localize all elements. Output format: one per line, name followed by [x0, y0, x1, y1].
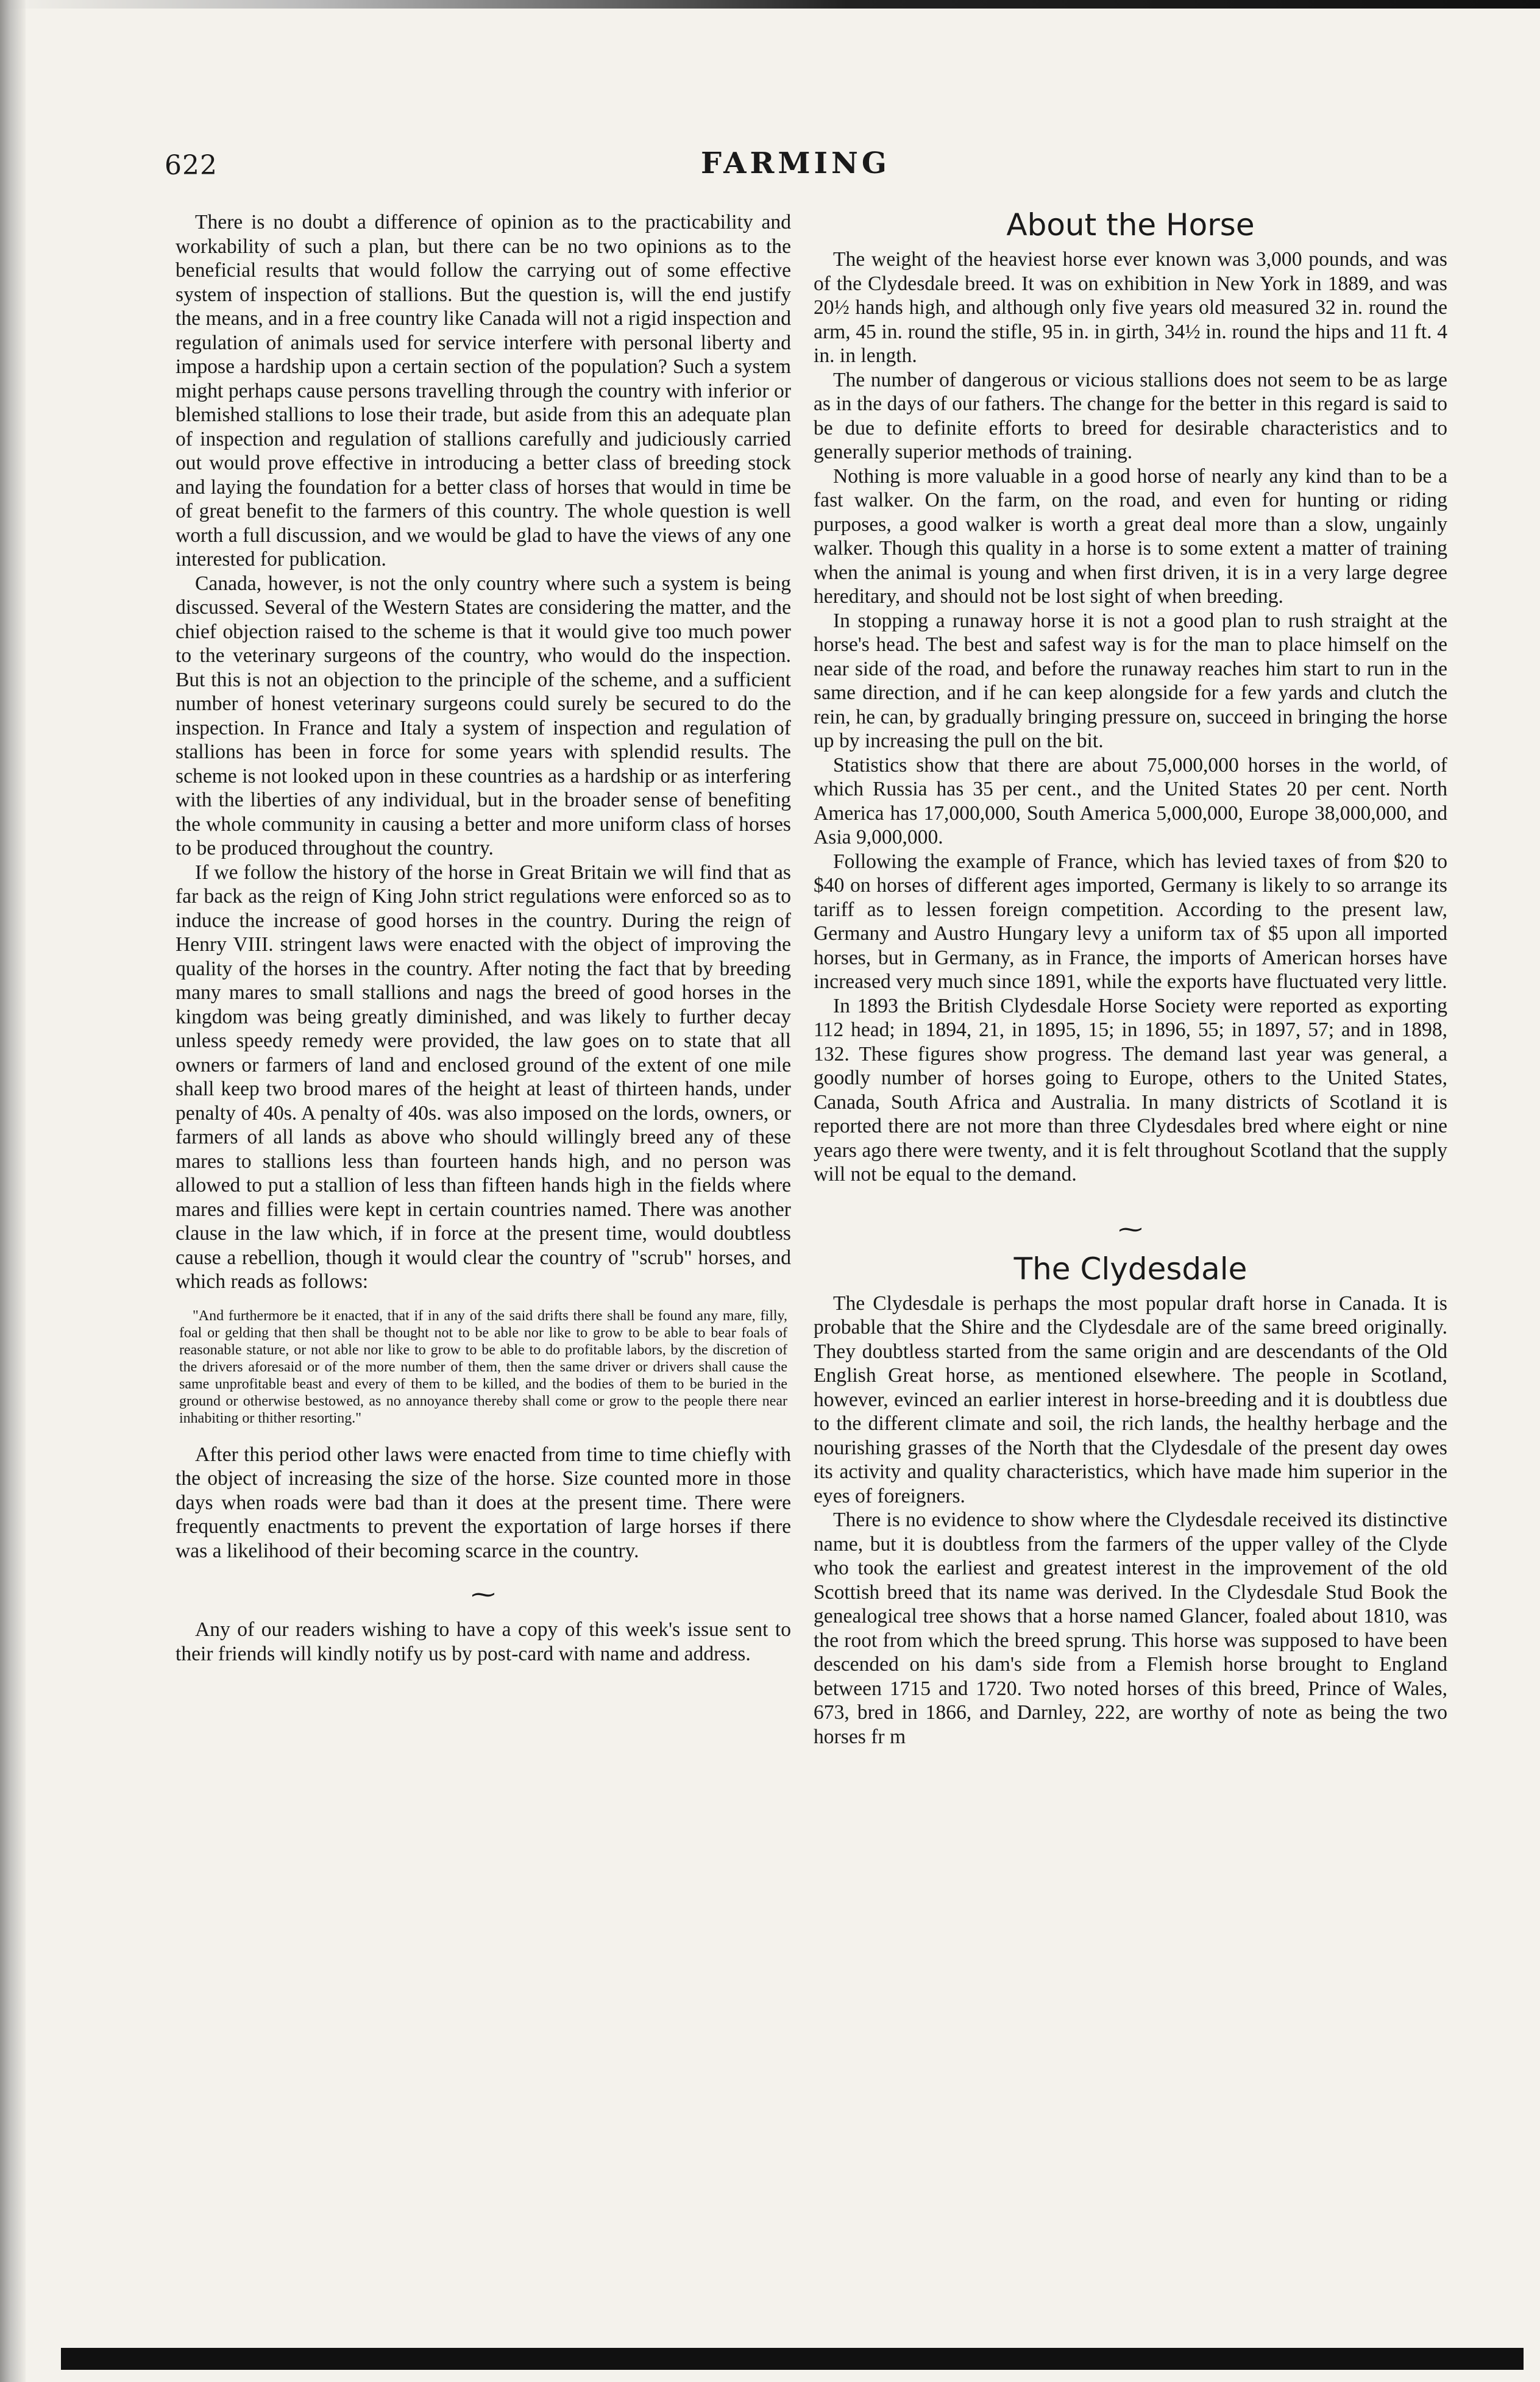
reader-notice: Any of our readers wishing to have a copy of this week's issue sent to their friends will kindly notify us by post-card with name and address. — [176, 1618, 791, 1665]
page-number: 622 — [165, 150, 218, 181]
paragraph: If we follow the history of the horse in Great Britain we will find that as far back as the reign of King John strict regulations were enforced so as to induce the increase of good horses in the country. During the reign of Henry VIII. stringent laws were enacted with the object of improving the quality of the horses in the country. After noting the fact that by breeding many mares to small stallions and nags the breed of good horses in the kingdom was being greatly diminished, and was likely to further decay unless speedy remedy were provided, the law goes on to state that all owners or farmers of land and enclosed ground of the extent of one mile shall keep two brood mares of the height at least of thirteen hands, under penalty of 40s. A penalty of 40s. was also imposed on the lords, owners, or farmers of all lands as above who should willingly breed any of these mares to stallions less than fourteen hands high, and no person was allowed to put a stallion of less than fifteen hands high in the fields where mares and fillies were kept in certain countries named. There was another clause in the law which, if in force at the present time, would doubtless cause a rebellion, though it would clear the country of "scrub" horses, and which reads as follows: — [176, 861, 791, 1293]
paragraph: The Clydesdale is perhaps the most popular draft horse in Canada. It is probable that the Shire and the Clydesdale are of the same breed originally. They doubtless started from the same origin and are descendants of the Old English Great horse, as mentioned elsewhere. The people in Scotland, however, evinced an earlier interest in horse-breeding and it is doubtless due to the different climate and soil, the rich lands, the healthy herbage and the nourishing grasses of the North that the Clydesdale of the present day owes its activity and quality characteristics, which have made him superior in the eyes of foreigners. — [814, 1292, 1447, 1507]
paragraph: The number of dangerous or vicious stallions does not seem to be as large as in the days of our fathers. The change for the better in this regard is said to be due to definite efforts to breed for desirable characteristics and to generally superior methods of training. — [814, 368, 1447, 463]
paragraph: Statistics show that there are about 75,000,000 horses in the world, of which Russia has 35 per cent., and the United States 20 per cent. North America has 17,000,000, South America 5,000,000, Europe 38,000,000, and Asia 9,000,000. — [814, 753, 1447, 848]
paragraph: After this period other laws were enacted from time to time chiefly with the object of increasing the size of the horse. Size counted more in those days when roads were bad than it does at the present time. There were frequently enactments to prevent the exportation of large horses if there was a likelihood of their becoming scarce in the country. — [176, 1443, 791, 1562]
paragraph: In 1893 the British Clydesdale Horse Society were reported as exporting 112 head; in 1894, 21, in 1895, 15; in 1896, 55; in 1897, 57; and in 1898, 132. These figures show progress. The demand last year was general, a goodly number of horses going to Europe, others to the United States, Canada, South Africa and Australia. In many districts of Scotland it is reported there are not more than three Clydesdales bred where eight or nine years ago there were twenty, and it is felt throughout Scotland that the supply will not be equal to the demand. — [814, 994, 1447, 1186]
paragraph: The weight of the heaviest horse ever known was 3,000 pounds, and was of the Clydesdale breed. It was on exhibition in New York in 1889, and was 20½ hands high, and although only five years old measured 32 in. round the arm, 45 in. round the stifle, 95 in. in girth, 34½ in. round the hips and 11 ft. 4 in. in length. — [814, 248, 1447, 367]
ornament-icon: ⁓ — [1118, 1215, 1143, 1243]
running-head: FARMING — [701, 146, 890, 180]
left-column — [176, 210, 791, 1666]
law-quotation — [179, 1307, 787, 1427]
section-title-about-the-horse: About the Horse — [1006, 207, 1255, 243]
paragraph: In stopping a runaway horse it is not a good plan to rush straight at the horse's head. The best and safest way is for the man to place himself on the near side of the road, and before the runaway reaches him start to run in the same direction, and if he can keep alongside for a few yards and clutch the rein, he can, by gradually bringing pressure on, succeed in bringing the horse up by increasing the pull on the bit. — [814, 609, 1447, 752]
paragraph: Following the example of France, which has levied taxes of from $20 to $40 on horses of different ages imported, Germany is likely to so arrange its tariff as to lessen foreign competition. According to the present law, Germany and Austro Hungary levy a uniform tax of $5 upon all imported horses, but in Germany, as in France, the imports of American horses have increased very much since 1891, while the exports have fluctuated very little. — [814, 850, 1447, 993]
paragraph: Canada, however, is not the only country where such a system is being discussed. Several of the Western States are considering the matter, and the chief objection raised to the scheme is that it would give too much power to the veterinary surgeons of the country, who would do the inspection. But this is not an objection to the principle of the scheme, and a sufficient number of honest veterinary surgeons could surely be secured to do the inspection. In France and Italy a system of inspection and regulation of stallions has been in force for some years with splendid results. The scheme is not looked upon in these countries as a hardship or as interfering with the liberties of any individual, but in the broader sense of benefiting the whole community in causing a better and more uniform class of horses to be produced throughout the country. — [176, 572, 791, 859]
section-title-clydesdale: The Clydesdale — [1013, 1251, 1247, 1287]
top-border-line — [0, 0, 1540, 9]
paragraph: There is no evidence to show where the Clydesdale received its distinctive name, but it is doubtless from the farmers of the upper valley of the Clyde who took the earliest and greatest interest in the improvement of the old Scottish breed that its name was derived. In the Clydesdale Stud Book the genealogical tree shows that a horse named Glancer, foaled about 1810, was the root from which the breed sprung. This horse was supposed to have been descended on his dam's side from a Flemish horse brought to England between 1715 and 1720. Two noted horses of this breed, Prince of Wales, 673, bred in 1866, and Darnley, 222, are worthy of note as being the two horses fr m — [814, 1509, 1447, 1748]
right-column — [814, 207, 1447, 1749]
bottom-border-line — [61, 2348, 1524, 2370]
paragraph: Nothing is more valuable in a good horse of nearly any kind than to be a fast walker. On the farm, on the road, and even for hunting or riding purposes, a good walker is worth a great deal more than a slow, ungainly walker. Though this quality in a horse is to some extent a matter of training when the animal is young and when first driven, it is in a very large degree hereditary, and should not be lost sight of when breeding. — [814, 464, 1447, 608]
ornament-icon: ⁓ — [471, 1580, 495, 1608]
quote-text: "And furthermore be it enacted, that if in any of the said drifts there shall be found any mare, filly, foal or gelding that then shall be thought not to be able nor like to grow to be able to bear foals of reasonable stature, or not able nor like to grow to be able to do profitable labors, by the discretion of the drivers aforesaid or of the more number of them, then the same driver or drivers shall cause the same unprofitable beast and every of them to be killed, and the bodies of them to be buried in the ground or otherwise bestowed, as no annoyance thereby shall come or grow to the people there near inhabiting or thither resorting." — [179, 1307, 787, 1426]
paragraph: There is no doubt a difference of opinion as to the practicability and workability of such a plan, but there can be no two opinions as to the beneficial results that would follow the carrying out of some effective system of inspection of stallions. But the question is, will the end justify the means, and in a free country like Canada will not a rigid inspection and regulation of animals used for service interfere with personal liberty and impose a hardship upon a certain section of the population? Such a system might perhaps cause persons travelling through the country with inferior or blemished stallions to lose their trade, but aside from this an adequate plan of inspection and regulation of stallions carefully and judiciously carried out would prove effective in introducing a better class of breeding stock and laying the foundation for a better class of horses that would in time be of great benefit to the farmers of this country. The whole question is well worth a full discussion, and we would be glad to have the views of any one interested for publication. — [176, 211, 791, 571]
left-page-edge — [0, 0, 26, 2382]
